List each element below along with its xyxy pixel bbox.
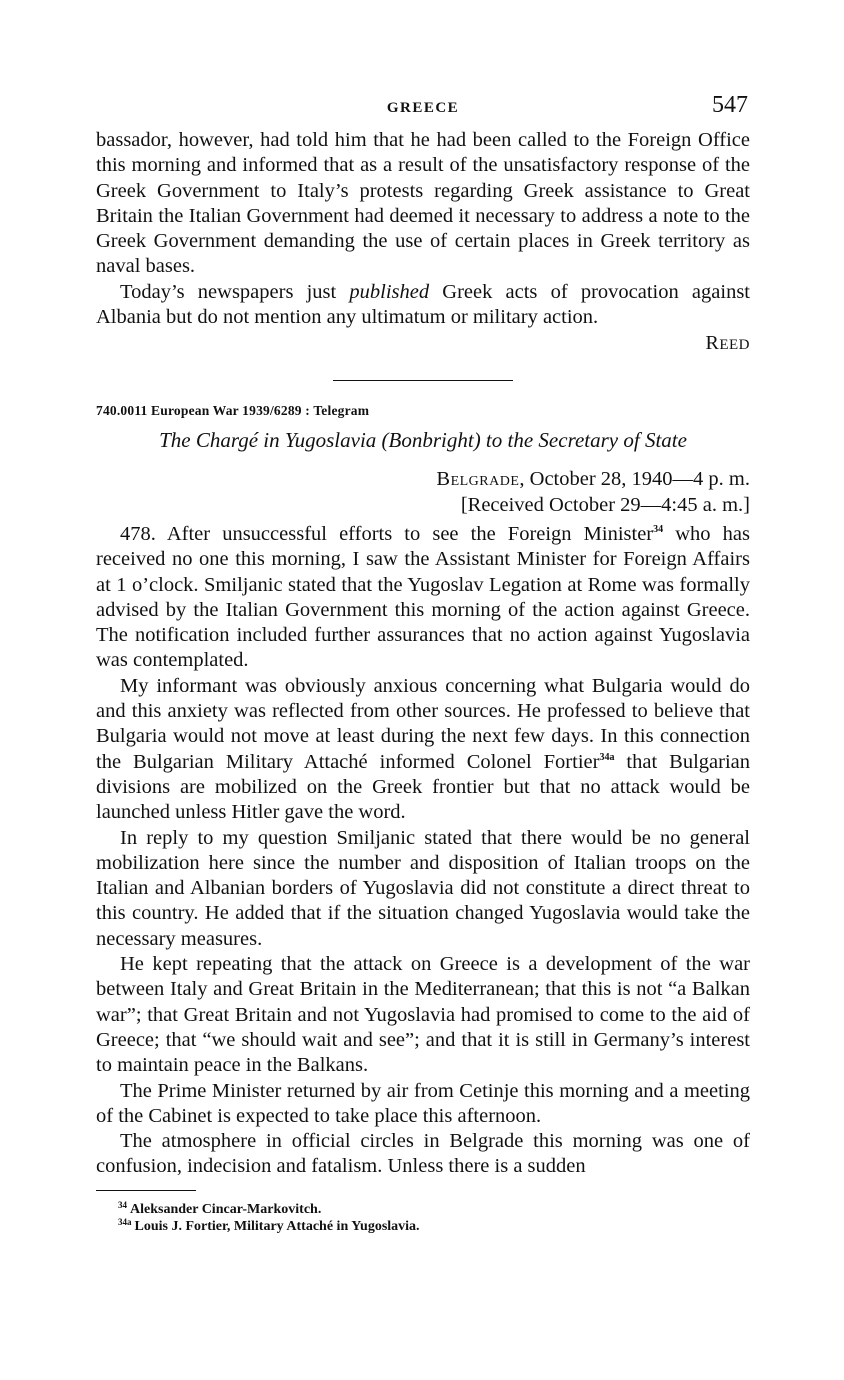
dateline-date: , October 28, 1940—4 p. m. xyxy=(519,468,750,491)
footnote-number: 34a xyxy=(118,1216,132,1227)
running-title: GREECE xyxy=(386,100,460,116)
telegram-paragraph: The Prime Minister returned by air from Cetinje this morning and a meeting of the Cabinet is expected to take place this afternoon. xyxy=(96,1079,750,1127)
telegram-paragraph: He kept repeating that the attack on Greece is a development of the war between Italy and Great Britain in the Mediterranean; that this is not “a Balkan war”; that Great Britain and not Yugoslavia had promised to come to the aid of Greece; that “we should wait and see”; and that it is still in Germany’s interest to maintain peace in the Balkans. xyxy=(96,953,750,1077)
footnote-text: Louis J. Fortier, Military Attaché in Yugoslavia. xyxy=(134,1218,420,1234)
previous-document-paragraph: bassador, however, had told him that he had been called to the Foreign Office this morning and informed that as a result of the unsatisfactory response of the Greek Government to Italy’s protests regarding Greek assistance to Great Britain the Italian Government had deemed it necessary to address a note to the Greek Government demanding the use of certain places in Greek territory as naval bases. xyxy=(96,129,750,278)
paragraph-text: Greek acts of provocation against Albania but do not mention any ultimatum or military action. xyxy=(96,280,750,329)
telegram-paragraph: The atmosphere in official circles in Belgrade this morning was one of confusion, indecision and fatalism. Unless there is a sudden xyxy=(96,1130,750,1178)
paragraph-text: 478. After unsuccessful efforts to see the Foreign Minister xyxy=(120,522,654,545)
footnote-marker: 34a xyxy=(599,751,615,763)
footnote xyxy=(118,1201,750,1218)
dateline xyxy=(96,467,750,492)
running-header xyxy=(96,88,750,128)
telegram-paragraph: In reply to my question Smiljanic stated that there would be no general mobilization here since the number and disposition of Italian troops on the Italian and Albanian borders of Yugoslavia did not constitute a direct threat to this country. He added that if the situation changed Yugoslavia would take the necessary measures. xyxy=(96,826,750,950)
paragraph-text: Today’s newspapers just xyxy=(120,280,350,303)
previous-document-paragraph xyxy=(96,280,750,331)
telegram-body xyxy=(96,522,750,1180)
telegram-paragraph xyxy=(96,522,750,674)
signature-initial: R xyxy=(705,332,720,355)
file-reference: 740.0011 European War 1939/6289 : Telegram xyxy=(96,403,370,419)
footnote-text: Aleksander Cincar-Markovitch. xyxy=(130,1201,322,1217)
italic-word: published xyxy=(349,280,430,303)
paragraph-text: My informant was obviously anxious concerning what Bulgaria would do and this anxiety was reflected from other sources. He professed to believe that Bulgaria would not move at least during the next few days. In this connection the Bulgarian Military Attaché informed Colonel Fortier xyxy=(96,674,750,773)
footnote xyxy=(118,1218,750,1235)
section-divider xyxy=(333,380,513,381)
telegram-paragraph xyxy=(96,674,750,826)
footnote-number: 34 xyxy=(118,1199,127,1210)
footnotes xyxy=(96,1201,750,1235)
paragraph-text: that Bulgarian divisions are mobilized on the Greek frontier but that no attack would be launched unless Hitler gave the word. xyxy=(96,750,750,824)
received-note: [Received October 29—4:45 a. m.] xyxy=(460,493,750,516)
signature xyxy=(96,332,750,356)
dateline-place: Belgrade xyxy=(436,468,520,491)
paragraph-text: who has received no one this morning, I saw the Assistant Minister for Foreign Affairs at 1 o’clock. Smiljanic stated that the Yugoslav Legation at Rome was formally advised by the Italian Government this morning of the action against Greece. The notification included further assurances that no action against Yugoslavia was contemplated. xyxy=(96,522,750,672)
document-title: The Chargé in Yugoslavia (Bonbright) to the Secretary of State xyxy=(159,428,687,453)
document-page xyxy=(96,88,750,1235)
footnote-divider xyxy=(96,1190,196,1191)
signature-rest: EED xyxy=(719,337,750,354)
page-number: 547 xyxy=(712,92,748,118)
footnote-marker: 34 xyxy=(653,523,664,535)
